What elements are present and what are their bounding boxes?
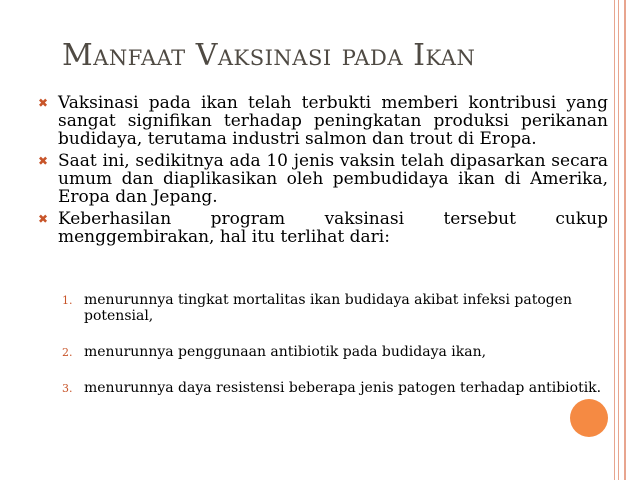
x-bullet-icon: ✖	[38, 212, 49, 226]
sublist-item	[62, 380, 602, 396]
bullet-text: Vaksinasi pada ikan telah terbukti memberi kontribusi yang sangat signifikan terhadap peningkatan produksi perikanan budidaya, terutama industri salmon dan trout di Eropa.	[58, 93, 608, 149]
sublist-number: 1.	[62, 294, 73, 307]
x-bullet-icon: ✖	[38, 96, 49, 110]
slide-border-line	[624, 0, 626, 480]
orange-circle-decoration	[570, 399, 608, 437]
bullet-item	[38, 152, 608, 206]
slide-title: Manfaat Vaksinasi pada Ikan	[62, 38, 476, 73]
bullet-text: Keberhasilan program vaksinasi tersebut cukup menggembirakan, hal itu terlihat dari:	[58, 209, 608, 247]
sublist-number: 2.	[62, 346, 73, 359]
sublist-number: 3.	[62, 382, 73, 395]
sublist-item	[62, 292, 602, 324]
sublist-item	[62, 344, 602, 360]
numbered-sublist	[62, 292, 602, 416]
sublist-text: menurunnya tingkat mortalitas ikan budidaya akibat infeksi patogen potensial,	[84, 292, 573, 324]
sublist-text: menurunnya daya resistensi beberapa jenis patogen terhadap antibiotik.	[84, 380, 602, 396]
slide-border-line	[614, 0, 615, 480]
bullet-text: Saat ini, sedikitnya ada 10 jenis vaksin telah dipasarkan secara umum dan diaplikasikan oleh pembudidaya ikan di Amerika, Eropa dan Jepang.	[58, 151, 608, 207]
x-bullet-icon: ✖	[38, 154, 49, 168]
bullet-item	[38, 94, 608, 148]
bullet-item	[38, 210, 608, 246]
slide-border-line	[618, 0, 619, 480]
bullet-list	[38, 94, 608, 250]
sublist-text: menurunnya penggunaan antibiotik pada budidaya ikan,	[84, 344, 487, 360]
